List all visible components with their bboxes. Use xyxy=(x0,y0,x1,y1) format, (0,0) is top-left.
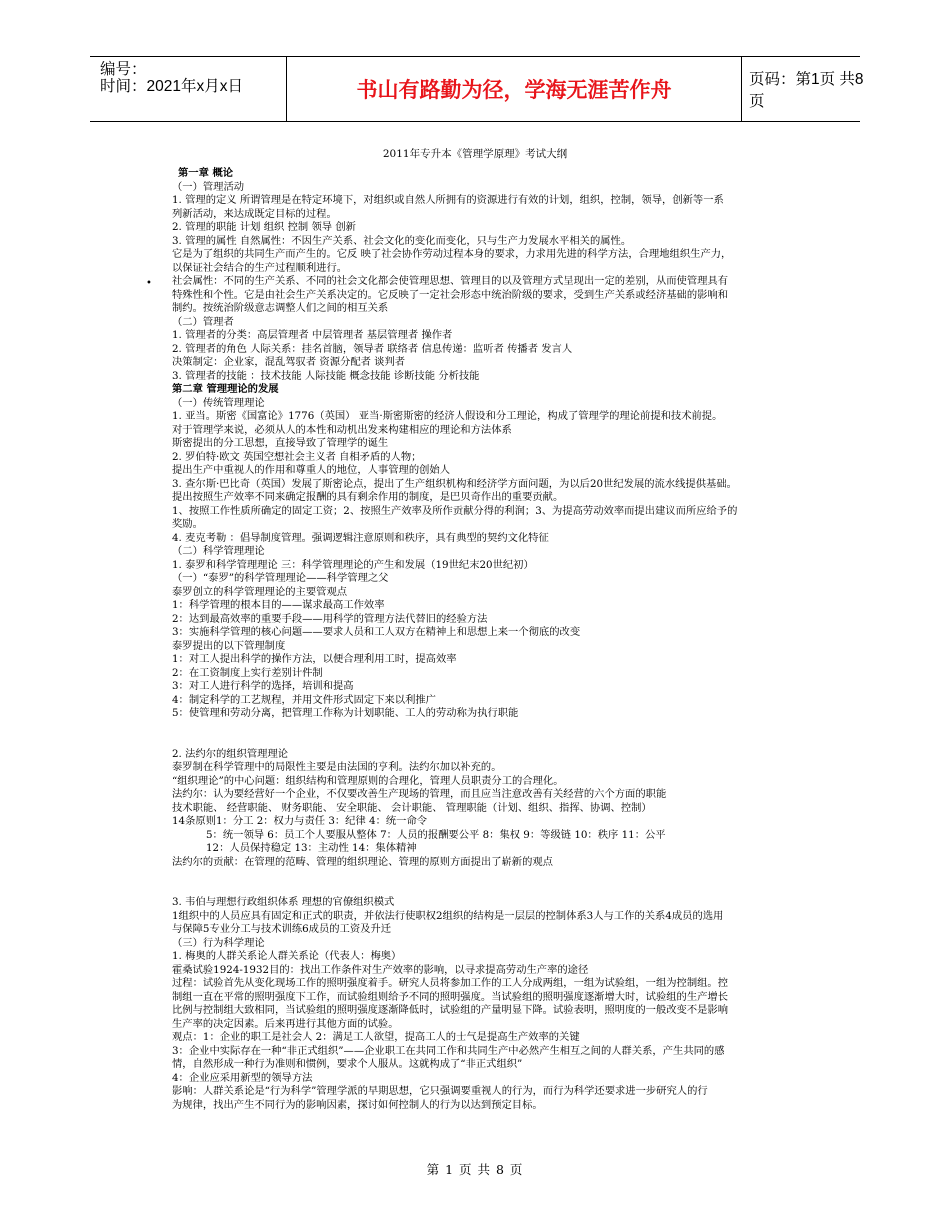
text-line: 奖励。 xyxy=(172,518,203,530)
text-line: 过程：试验首先从变化现场工作的照明强度着手。研究人员将参加工作的工人分成两组，一组为试验组，一组为控制组。控 xyxy=(172,977,729,989)
blank-line xyxy=(172,869,822,883)
text-line: 提出按照生产效率不同来确定报酬的具有剩余作用的制度，是巴贝奇作出的重要贡献。 xyxy=(172,491,564,503)
text-line: （一）传统管理理论 xyxy=(172,396,265,409)
text-line: 5：统一领导 6：员工个人要服从整体 7：人员的报酬要公平 8：集权 9：等级链 10：秩序 11：公平 xyxy=(206,828,666,841)
text-line: 列新活动，来达成既定目标的过程。 xyxy=(172,207,337,220)
text-line: 3. 管理者的技能 ：技术技能 人际技能 概念技能 诊断技能 分析技能 xyxy=(172,369,480,382)
text-line: 影响：人群关系论是“行为科学”管理学派的早期思想，它只强调要重视人的行为，而行为科学还要求进一步研究人的行 xyxy=(172,1085,708,1097)
text-line: （二）管理者 xyxy=(172,315,234,328)
document-body xyxy=(172,167,822,1112)
document-title: 2011年专升本《管理学原理》考试大纲 xyxy=(382,148,568,160)
blank-line xyxy=(172,721,822,735)
text-line: 1. 泰罗和科学管理理论 三：科学管理理论的产生和发展（19世纪末20世纪初） xyxy=(172,558,534,571)
text-line: 3：对工人进行科学的选择，培训和提高 xyxy=(172,680,354,692)
text-line: （一）管理活动 xyxy=(172,180,245,193)
text-line: 它是为了组织的共同生产而产生的。它反 映了社会协作劳动过程本身的要求，力求用先进的科学方法，合理地组织生产力， xyxy=(172,248,732,260)
text-line: 泰罗提出的以下管理制度 xyxy=(172,639,286,652)
text-line: 泰罗创立的科学管理理论的主要管观点 xyxy=(172,585,348,598)
text-line: 技术职能、 经营职能、 财务职能、 安全职能、 会计职能、 管理职能（计划、组织、指挥、协调、控制） xyxy=(172,801,652,814)
text-line: 法约尔的贡献：在管理的范畴、管理的组织理论、管理的原则方面提出了崭新的观点 xyxy=(172,855,553,868)
text-line: 制约。按统治阶级意志调整人们之间的相互关系 xyxy=(172,302,389,314)
text-line: 2：达到最高效率的重要手段——用科学的管理方法代替旧的经验方法 xyxy=(172,612,488,625)
text-line: 以保证社会结合的生产过程顺利进行。 xyxy=(172,261,348,274)
text-line: 情，自然形成一种行为准则和惯例，要求个人服从。这就构成了“非正式组织” xyxy=(172,1058,523,1070)
text-line: 2. 罗伯特·欧文 英国空想社会主义者 自相矛盾的人物； xyxy=(172,450,422,463)
text-line: 为规律，找出产生不同行为的影响因素，探讨如何控制人的行为以达到预定目标。 xyxy=(172,1098,543,1111)
text-line: 1. 梅奥的人群关系论人群关系论（代表人：梅奥） xyxy=(172,950,402,962)
text-line: 12：人员保持稳定 13：主动性 14：集体精神 xyxy=(206,842,417,854)
text-line: 提出生产中重视人的作用和尊重人的地位，人事管理的创始人 xyxy=(172,464,451,476)
time-label: 时间：2021年x月x日 xyxy=(100,78,243,95)
text-line: 法约尔：认为要经营好一个企业，不仅要改善生产现场的管理，而且应当注意改善有关经营的六个方面的职能 xyxy=(172,788,667,800)
text-line: 4：企业应采用新型的领导方法 xyxy=(172,1071,313,1084)
text-line: 14条原则1：分工 2：权力与责任 3：纪律 4：统一命令 xyxy=(172,815,428,827)
blank-line xyxy=(172,734,822,748)
text-line: 3. 韦伯与理想行政组织体系 理想的官僚组织模式 xyxy=(172,896,395,908)
text-line: 1、按照工作性质所确定的固定工资；2、按照生产效率及所作贡献分得的利润；3、为提高劳动效率而提出建议而所应给予的 xyxy=(172,504,738,517)
text-line: 决策制定：企业家，混乱驾驭者 资源分配者 谈判者 xyxy=(172,356,406,368)
text-line: 5：使管理和劳动分离，把管理工作称为计划职能、工人的劳动称为执行职能 xyxy=(172,707,519,719)
text-line: 第一章 概论 xyxy=(178,167,234,179)
text-line: （三）行为科学理论 xyxy=(172,936,265,949)
text-line: 1：科学管理的根本目的——谋求最高工作效率 xyxy=(172,599,385,611)
text-line: 观点：1：企业的职工是社会人 2：满足工人欲望，提高工人的士气是提高生产效率的关键 xyxy=(172,1031,580,1043)
text-line: 泰罗制在科学管理中的局限性主要是由法国的亨利。法约尔加以补充的。 xyxy=(172,761,502,773)
text-line: 斯密提出的分工思想，直接导致了管理学的诞生 xyxy=(172,437,389,449)
text-line: 1. 管理者的分类：高层管理者 中层管理者 基层管理者 操作者 xyxy=(172,329,453,341)
text-line: 比例与控制组大致相同，当试验组的照明强度逐渐降低时，试验组的产量明显下降。试验表明，照明度的一般改变不是影响 xyxy=(172,1004,729,1016)
header-page-label: 页码：第1页 共8页 xyxy=(749,71,864,110)
text-line: 1. 管理的定义 所谓管理是在特定环境下，对组织或自然人所拥有的资源进行有效的计划，组织，控制，领导，创新等一系 xyxy=(172,194,724,206)
page-footer: 第 1 页 共 8 页 xyxy=(426,1162,524,1177)
text-line: 4. 麦克考勒 ：倡导制度管理。强调逻辑注意原则和秩序，具有典型的契约文化特征 xyxy=(172,531,549,544)
text-line: 1. 亚当。斯密《国富论》1776（英国） 亚当·斯密斯密的经济人假设和分工理论，构成了管理学的理论前提和技术前提。 xyxy=(172,410,723,422)
bullet-marker: • xyxy=(146,278,152,289)
text-line: 1：对工人提出科学的操作方法，以便合理利用工时，提高效率 xyxy=(172,653,457,665)
text-line: 3：企业中实际存在一种“非正式组织”——企业职工在共同工作和共同生产中必然产生相互之间的人群关系，产生共同的感 xyxy=(172,1044,725,1057)
text-line: “组织理论”的中心问题：组织结构和管理原则的合理化，管理人员职责分工的合理化。 xyxy=(172,774,564,787)
text-line: 霍桑试验1924-1932目的：找出工作条件对生产效率的影响，以寻求提高劳动生产率的途径 xyxy=(172,963,589,976)
text-line: 3：实施科学管理的核心问题——要求人员和工人双方在精神上和思想上来一个彻底的改变 xyxy=(172,626,581,638)
text-line: 3. 管理的属性 自然属性：不因生产关系、社会文化的变化而变化，只与生产力发展水平相关的属性。 xyxy=(172,234,632,247)
text-line: 特殊性和个性。它是由社会生产关系决定的。它反映了一定社会形态中统治阶级的要求，受到生产关系或经济基础的影响和 xyxy=(172,288,729,301)
text-line: 4：制定科学的工艺规程，并用文件形式固定下来以利推广 xyxy=(172,693,436,706)
number-label: 编号： xyxy=(100,61,147,78)
header-meta xyxy=(90,57,296,121)
text-line: 制组一直在平常的照明强度下工作，而试验组则给予不同的照明强度。当试验组的照明强度逐渐增大时，试验组的生产增长 xyxy=(172,990,729,1003)
blank-line xyxy=(172,883,822,897)
text-line: （二）科学管理理论 xyxy=(172,545,265,557)
page-header xyxy=(90,56,864,122)
text-line: 2：在工资制度上实行差别计件制 xyxy=(172,666,323,679)
text-line: 与保障5专业分工与技术训练6成员的工资及升迁 xyxy=(172,923,392,935)
text-line: （一）“泰罗”的科学管理理论——科学管理之父 xyxy=(172,572,389,584)
text-line: 对于管理学来说，必须从人的本性和动机出发来构建相应的理论和方法体系 xyxy=(172,423,512,436)
text-line: 第二章 管理理论的发展 xyxy=(172,383,279,395)
text-line: 社会属性：不同的生产关系、不同的社会文化都会使管理思想、管理目的以及管理方式呈现出一定的差别，从而使管理具有 xyxy=(172,275,729,287)
text-line: 2. 管理的职能 计划 组织 控制 领导 创新 xyxy=(172,221,356,233)
header-motto: 书山有路勤为径，学海无涯苦作舟 xyxy=(286,57,742,121)
text-line: 3. 查尔斯·巴比奇（英国）发展了斯密论点，提出了生产组织机构和经济学方面问题，为以后20世纪发展的流水线提供基础。 xyxy=(172,477,737,490)
text-line: 生产率的决定因素。后来再进行其他方面的试验。 xyxy=(172,1017,399,1030)
text-line: 2. 法约尔的组织管理理论 xyxy=(172,747,289,760)
text-line: 2. 管理者的角色 人际关系：挂名首脑，领导者 联络者 信息传递：监听者 传播者 发言人 xyxy=(172,342,573,355)
text-line: 1组织中的人员应具有固定和正式的职责，并依法行使职权2组织的结构是一层层的控制体系3人与工作的关系4成员的选用 xyxy=(172,909,724,922)
